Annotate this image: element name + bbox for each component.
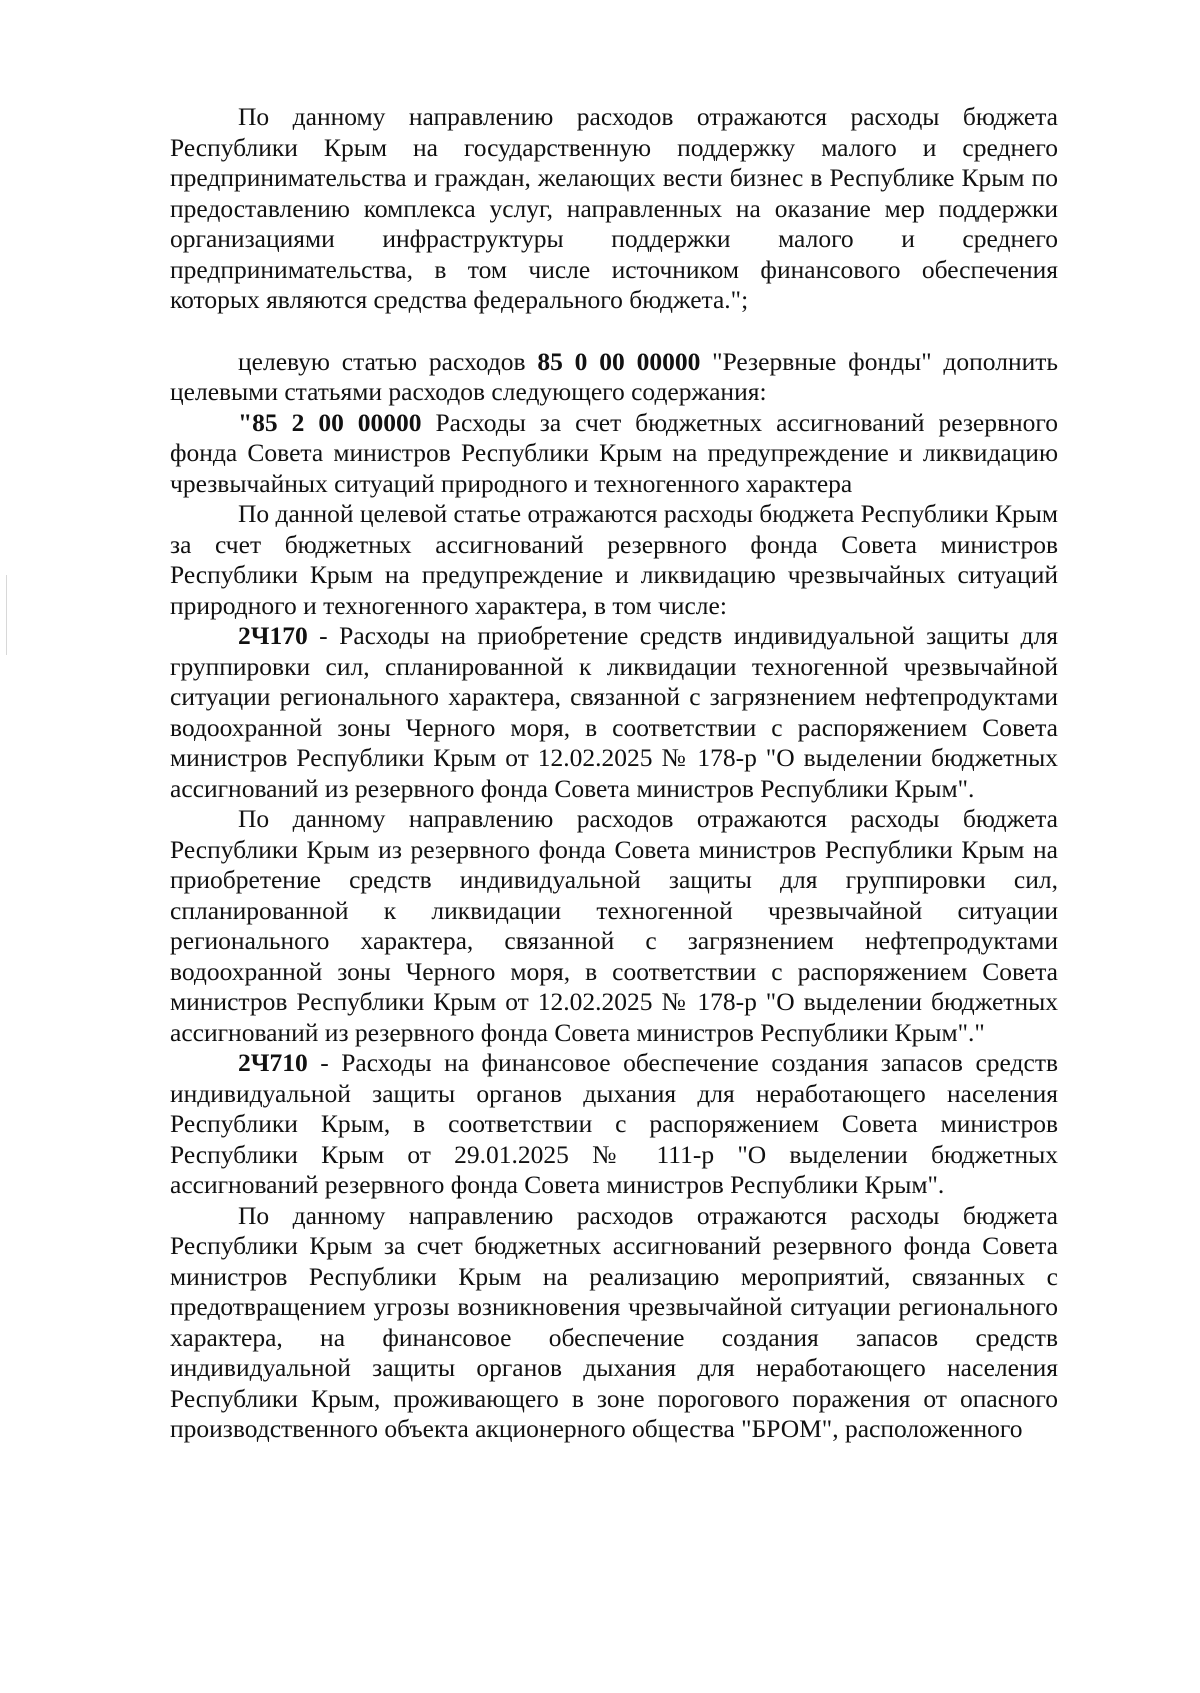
paragraph-federal-support: По данному направлению расходов отражаются расходы бюджета Республики Крым на государственную поддержку малого и среднего предпринимательства и граждан, желающих вести бизнес в Республике Крым по предоставлению комплекса услуг, направленных на оказание мер поддержки организациями инфраструктуры поддержки малого и среднего предпринимательства, в том числе источником финансового обеспечения которых являются средства федерального бюджета."; [170, 102, 1058, 314]
opening-quote: " [238, 407, 253, 437]
direction-title: - Расходы на приобретение средств индивидуальной защиты для группировки сил, спланированной к ликвидации техногенной чрезвычайной ситуации регионального характера, связанной с загрязнением нефтепродуктами водоохранной зоны Черного моря, в соответствии с распоряжением Совета министров Республики Крым от 12.02.2025 № 178-р "О выделении бюджетных ассигнований из резервного фонда Совета министров Республики Крым". [170, 621, 1058, 803]
target-article-code: 85 2 00 00000 [252, 407, 422, 437]
direction-title: - Расходы на финансовое обеспечение создания запасов средств индивидуальной защиты органов дыхания для неработающего населения Республики Крым, в соответствии с распоряжением Совета министров Республики Крым от 29.01.2025 № 111-р "О выделении бюджетных ассигнований резервного фонда Совета министров Республики Крым". [170, 1048, 1058, 1199]
paragraph-spacer [170, 316, 1058, 347]
scan-edge-mark [6, 575, 7, 655]
paragraph-direction-2ch710 [170, 1048, 1058, 1201]
target-article-code: 85 0 00 00000 [537, 346, 701, 376]
paragraph-direction-2ch710-description: По данному направлению расходов отражаются расходы бюджета Республики Крым за счет бюджетных ассигнований резервного фонда Совета министров Республики Крым на реализацию мероприятий, связанных с предотвращением угрозы возникновения чрезвычайной ситуации регионального характера, на финансовое обеспечение создания запасов средств индивидуальной защиты органов дыхания для неработающего населения Республики Крым, проживающего в зоне порогового поражения от опасного производственного объекта акционерного общества "БРОМ", расположенного [170, 1200, 1058, 1443]
paragraph-reserve-funds-intro [170, 347, 1058, 408]
paragraph-direction-2ch170-description: По данному направлению расходов отражаются расходы бюджета Республики Крым из резервного фонда Совета министров Республики Крым на приобретение средств индивидуальной защиты для группировки сил, спланированной к ликвидации техногенной чрезвычайной ситуации регионального характера, связанной с загрязнением нефтепродуктами водоохранной зоны Черного моря, в соответствии с распоряжением Совета министров Республики Крым от 12.02.2025 № 178-р "О выделении бюджетных ассигнований из резервного фонда Совета министров Республики Крым"." [170, 804, 1058, 1047]
direction-code: 2Ч710 [238, 1048, 308, 1077]
paragraph-direction-2ch170 [170, 621, 1058, 804]
paragraph-article-85-2 [170, 408, 1058, 500]
document-page [170, 102, 1058, 1445]
intro-text: целевую статью расходов [238, 346, 538, 376]
intro-text-continued: "Резервные фонды" дополнить целевыми статьями расходов следующего содержания: [170, 346, 1059, 406]
article-title: Расходы за счет бюджетных ассигнований резервного фонда Совета министров Республики Крым на предупреждение и ликвидацию чрезвычайных ситуаций природного и техногенного характера [170, 407, 1058, 498]
direction-code: 2Ч170 [238, 621, 308, 650]
paragraph-article-description: По данной целевой статье отражаются расходы бюджета Республики Крым за счет бюджетных ассигнований резервного фонда Совета министров Республики Крым на предупреждение и ликвидацию чрезвычайных ситуаций природного и техногенного характера, в том числе: [170, 499, 1059, 620]
